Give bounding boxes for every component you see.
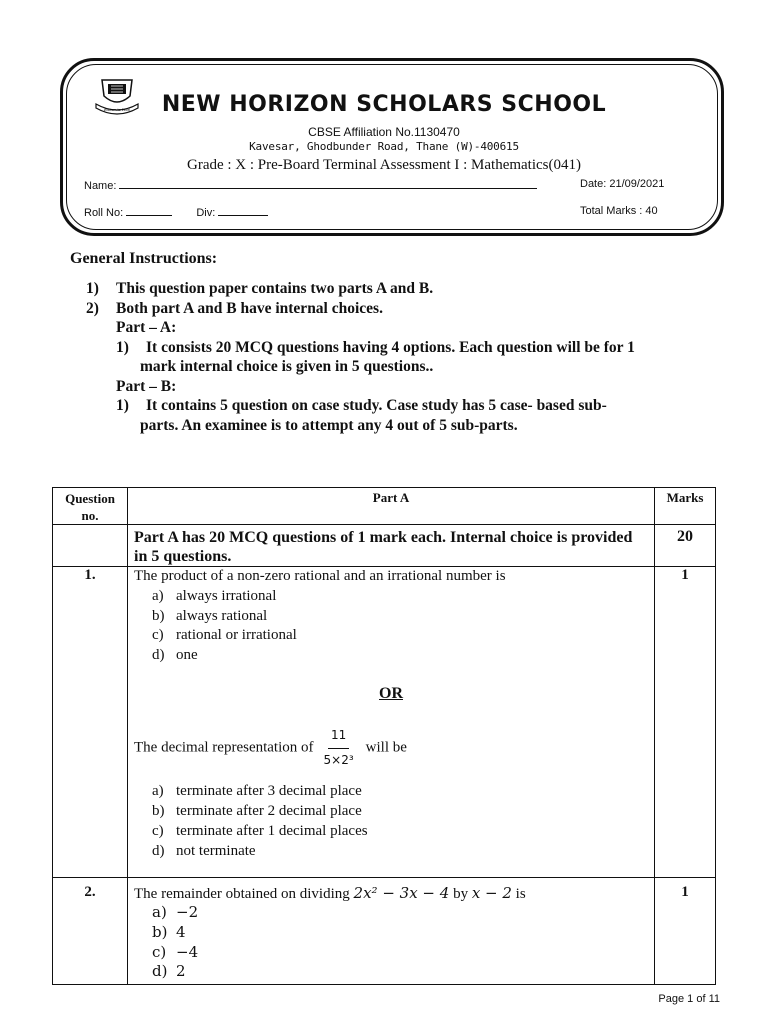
name-blank[interactable] [119,178,537,189]
or-separator: OR [379,684,403,702]
question-marks: 1 [655,878,716,985]
affiliation-number: CBSE Affiliation No.1130470 [308,125,460,139]
roll-label: Roll No: [84,207,124,219]
exam-title: Grade : X : Pre-Board Terminal Assessment I : Mathematics(041) [187,157,581,173]
instruction-item: 1) This question paper contains two parts A and B. [86,280,434,297]
col-part-header: Part A [128,488,655,525]
option-item: c) terminate after 1 decimal places [152,822,368,839]
part-b-instruction: 1) It contains 5 question on case study. Case study has 5 case- based sub- [116,397,607,414]
option-item: a) −2 [152,903,199,921]
div-label: Div: [196,207,216,219]
instructions-title: General Instructions: [70,250,218,267]
polynomial: 2x² − 3x − 4 [353,884,450,902]
question-text: The remainder obtained on dividing 2x² − 3x − 4 by x − 2 is [134,884,526,902]
option-item: d) 2 [152,962,186,981]
question-body [128,567,655,878]
question-number: 1. [53,567,128,878]
option-item: c) rational or irrational [152,627,297,644]
part-b-instruction-cont: parts. An examinee is to attempt any 4 out of 5 sub-parts. [140,416,518,434]
divisor: x − 2 [471,884,512,902]
question-marks: 1 [655,567,716,878]
school-address: Kavesar, Ghodbunder Road, Thane (W)-400615 [249,140,519,153]
part-a-intro: Part A has 20 MCQ questions of 1 mark each. Internal choice is provided in 5 questions. [128,525,655,567]
table-row [53,525,716,567]
col-marks-header: Marks [655,488,716,525]
div-blank[interactable] [218,205,268,216]
intro-marks: 20 [655,525,716,567]
exam-date: Date: 21/09/2021 [580,178,665,190]
question-text: The product of a non-zero rational and an irrational number is [134,568,506,584]
option-item: d) one [152,647,198,664]
table-row [53,567,716,878]
part-a-heading: Part – A: [116,319,177,336]
option-item: d) not terminate [152,842,256,859]
instruction-item: 2) Both part A and B have internal choices. [86,299,383,317]
crest-motto: Wisdom to Excel [103,108,131,112]
question-body [128,878,655,985]
instructions-list [86,279,726,435]
option-item: c) −4 [152,942,199,961]
fraction: $\frac{11}{\text{5×2³}}$ [323,727,354,767]
option-item: a) terminate after 3 decimal place [152,783,362,800]
option-item: b) always rational [152,607,268,624]
question-number: 2. [53,878,128,985]
alt-question-text: The decimal representation of $\frac{11}{\text{5×2³}}$ will be [134,726,648,771]
name-label: Name: [84,180,117,192]
option-item: b) terminate after 2 decimal place [152,803,362,820]
table-row [53,878,716,985]
part-a-instruction-cont: mark internal choice is given in 5 questions.. [140,358,434,375]
roll-blank[interactable] [126,205,172,216]
total-marks: Total Marks : 40 [580,205,658,217]
part-b-heading: Part – B: [116,377,177,395]
question-table [52,487,716,985]
roll-div-row [84,205,268,219]
page-number: Page 1 of 11 [658,993,720,1005]
school-name: NEW HORIZON SCHOLARS SCHOOL [161,92,607,117]
part-a-instruction: 1) It consists 20 MCQ questions having 4 options. Each question will be for 1 [116,338,635,356]
table-header-row [53,488,716,525]
option-item: b) 4 [152,922,186,941]
col-question-header: Question no. [53,488,128,525]
name-row [84,178,537,192]
option-item: a) always irrational [152,587,277,604]
